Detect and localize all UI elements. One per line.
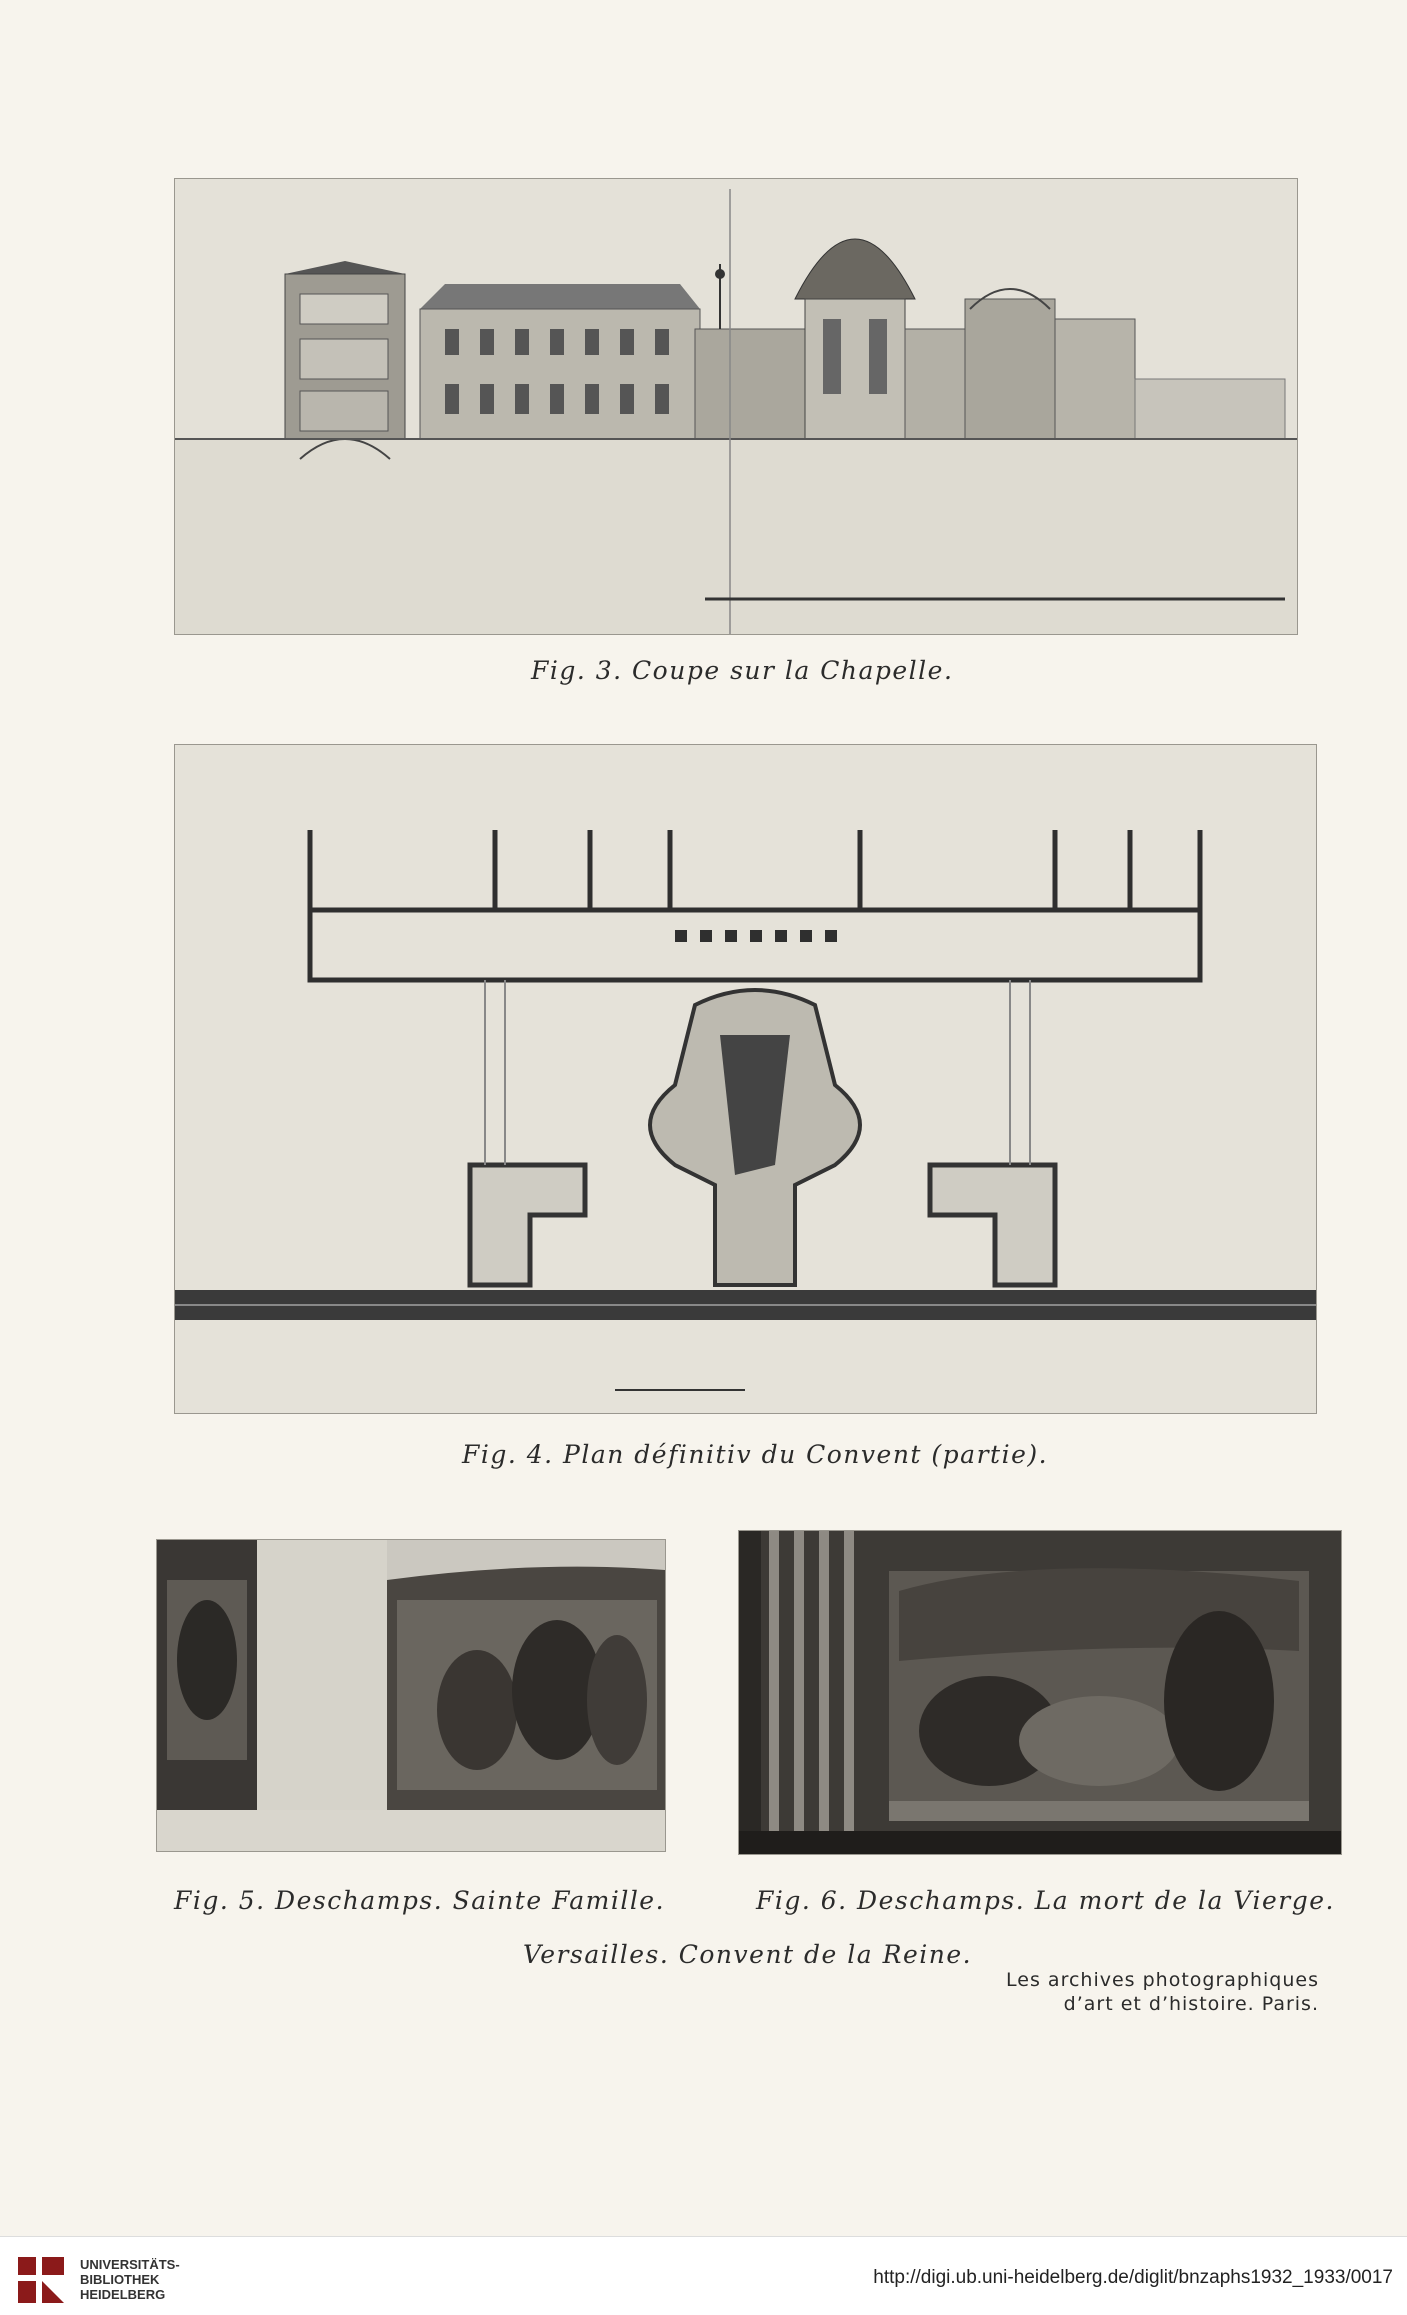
credit-line-2: d’art et d’histoire. Paris. [1063,1993,1319,2015]
library-footer [0,2236,1407,2315]
library-name [80,2257,180,2302]
figure-4-caption: Fig. 4. Plan définitiv du Convent (partie). [462,1440,1049,1469]
figure-3-image [174,178,1298,635]
figure-5-caption: Fig. 5. Deschamps. Sainte Famille. [174,1886,666,1915]
photo-credit [1006,1968,1319,2016]
library-name-line-2: BIBLIOTHEK [80,2272,160,2287]
library-name-line-3: HEIDELBERG [80,2287,166,2302]
figure-5-image [156,1539,666,1852]
figure-6-image [738,1530,1342,1855]
figure-6-caption: Fig. 6. Deschamps. La mort de la Vierge. [756,1886,1335,1915]
university-library-logo-icon [14,2253,68,2307]
figure-4-image [174,744,1317,1414]
figure-3-caption: Fig. 3. Coupe sur la Chapelle. [531,656,954,685]
library-name-line-1: UNIVERSITÄTS- [80,2257,180,2272]
credit-line-1: Les archives photographiques [1006,1969,1319,1991]
source-url-link[interactable]: http://digi.ub.uni-heidelberg.de/diglit/bnzaphs1932_1933/0017 [873,2267,1393,2288]
plate-subtitle: Versailles. Convent de la Reine. [523,1940,973,1969]
